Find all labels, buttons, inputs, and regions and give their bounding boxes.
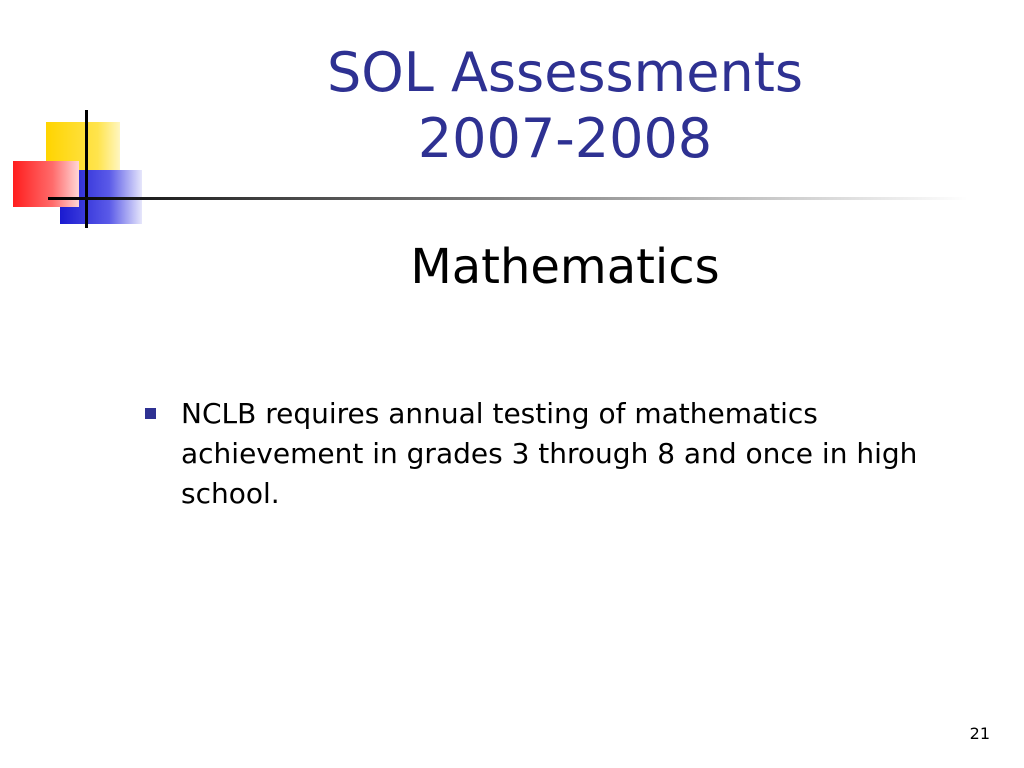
square-bullet-icon — [145, 408, 156, 419]
red-square — [13, 161, 79, 207]
vertical-divider-line — [85, 110, 88, 228]
bullet-text: NCLB requires annual testing of mathematics achievement in grades 3 through 8 and once in high school. — [181, 397, 918, 510]
slide-title — [200, 40, 930, 172]
bullet-list — [145, 394, 975, 514]
title-line-2: 2007-2008 — [417, 107, 713, 170]
page-number: 21 — [969, 724, 990, 743]
title-line-1: SOL Assessments — [326, 41, 804, 104]
horizontal-divider-line — [48, 197, 968, 200]
slide-subtitle: Mathematics — [410, 239, 720, 295]
bullet-item — [145, 394, 975, 514]
